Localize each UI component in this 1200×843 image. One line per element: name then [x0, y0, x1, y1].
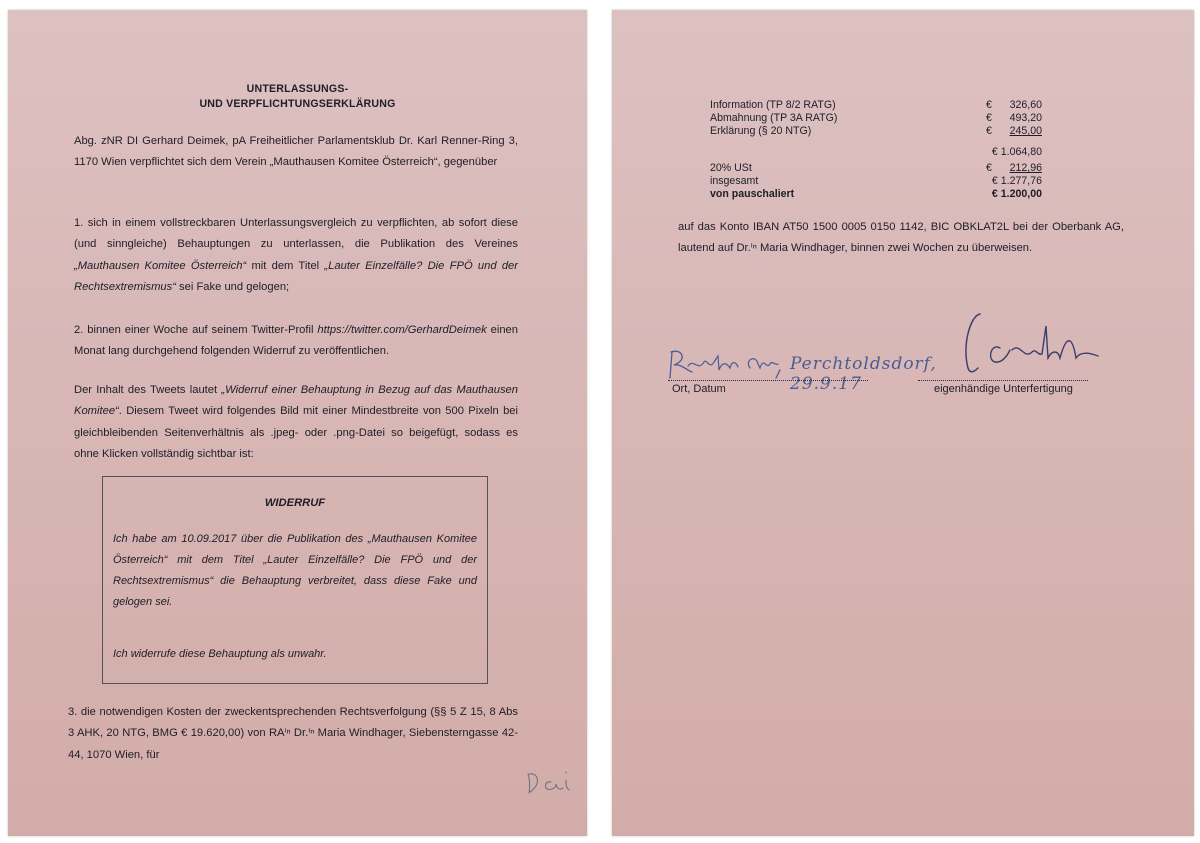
item-1-paragraph — [74, 213, 518, 299]
twitter-url: https://twitter.com/GerhardDeimek — [317, 324, 487, 336]
cost-currency: € — [986, 125, 992, 137]
place-date-caption: Ort, Datum — [672, 383, 726, 395]
item-3-paragraph: 3. die notwendigen Kosten der zweckentsprechenden Rechtsverfolgung (§§ 5 Z 15, 8 Abs 3 AHK, 20 NTG, BMG € 19.620,00) von RAⁱⁿ Dr.ⁱⁿ Maria Windhager, Siebensterngasse 42-44, 1070 Wien, für — [68, 706, 518, 761]
signature-caption: eigenhändige Unterfertigung — [934, 383, 1073, 395]
ust-row — [710, 162, 1042, 175]
cost-row — [710, 112, 1042, 125]
left-document-page — [8, 10, 587, 836]
total-label: insgesamt — [710, 175, 759, 187]
cost-value: 326,60 — [1009, 99, 1042, 111]
total-value: € 1.277,76 — [991, 175, 1042, 187]
transfer-paragraph: auf das Konto IBAN AT50 1500 0005 0150 1142, BIC OBKLAT2L bei der Oberbank AG, lautend auf Dr.ⁱⁿ Maria Windhager, binnen zwei Wochen zu überweisen. — [678, 221, 1124, 255]
item-1-text-b: mit dem Titel — [246, 259, 325, 272]
cost-row — [710, 99, 1042, 112]
flat-fee-row — [710, 188, 1042, 201]
item-1-text-a: 1. sich in einem vollstreckbaren Unterlassungsvergleich zu verpflichten, ab sofort diese (und sinngleiche) Behauptungen zu unterlassen, die Publikation des Vereines — [74, 217, 518, 251]
right-document-page — [612, 10, 1194, 836]
flat-fee-value: € 1.200,00 — [991, 188, 1042, 200]
cost-currency: € — [986, 99, 992, 111]
widerruf-box — [102, 476, 488, 684]
handwritten-initials — [524, 766, 572, 801]
cost-value: 245,00 — [1009, 125, 1042, 137]
cost-label: Erklärung (§ 20 NTG) — [710, 125, 812, 137]
cost-currency: € — [986, 112, 992, 124]
tweet-paragraph — [74, 380, 518, 466]
item-1-association-name: „Mauthausen Komitee Österreich“ — [74, 259, 247, 272]
item-1-publication-title: „Lauter Einzelfälle? Die FPÖ und der Rechtsextremismus“ — [74, 259, 518, 294]
signature-drawing — [948, 306, 1108, 382]
widerruf-text: Ich habe am 10.09.2017 über die Publikation des „Mauthausen Komitee Österreich“ mit dem Titel „Lauter Einzelfälle? Die FPÖ und der Rechtsextremismus“ die Behauptung verbreitet, dass diese Fake und gelogen sei. — [113, 533, 477, 608]
item-2-text-b: einen Monat lang durchgehend folgenden Widerruf zu veröffentlichen. — [74, 324, 519, 358]
item-2-text-a: 2. binnen einer Woche auf seinem Twitter-Profil — [74, 324, 318, 336]
item-1-text-c: sei Fake und gelogen; — [175, 281, 290, 294]
cost-value: 493,20 — [1009, 112, 1042, 124]
total-row — [710, 175, 1042, 188]
item-2-paragraph — [74, 320, 518, 363]
ust-value: 212,96 — [1009, 162, 1042, 174]
place-date-line — [668, 380, 868, 381]
cost-label: Information (TP 8/2 RATG) — [710, 99, 836, 111]
ust-currency: € — [986, 162, 992, 174]
subtotal-row — [710, 146, 1042, 159]
tweet-title: „Widerruf einer Behauptung in Bezug auf das Mauthausen Komitee“ — [74, 384, 518, 418]
signature-line — [918, 380, 1088, 381]
title-line-2: UND VERPFLICHTUNGSERKLÄRUNG — [199, 98, 396, 110]
cost-label: Abmahnung (TP 3A RATG) — [710, 112, 838, 124]
flat-fee-label: von pauschaliert — [710, 188, 795, 200]
tweet-text-b: . Diesem Tweet wird folgendes Bild mit einer Mindestbreite von 500 Pixeln bei gleichbleibenden Seitenverhältnis als .jpeg- oder .png-Datei so beigefügt, sodass es ohne Klicken vollständig sichtbar ist: — [74, 405, 518, 461]
subtotal-value: € 1.064,80 — [991, 146, 1042, 158]
tweet-text-a: Der Inhalt des Tweets lautet — [74, 384, 222, 396]
ust-label: 20% USt — [710, 162, 752, 174]
handwritten-date-text: Perchtoldsdorf, 29.9.17 — [790, 354, 937, 394]
handwritten-signature — [948, 306, 1108, 387]
title-line-1: UNTERLASSUNGS- — [246, 83, 349, 95]
handwritten-initials-drawing — [524, 766, 572, 796]
widerruf-revoke-text: Ich widerrufe diese Behauptung als unwahr. — [113, 648, 327, 660]
intro-paragraph: Abg. zNR DI Gerhard Deimek, pA Freiheitlicher Parlamentsklub Dr. Karl Renner-Ring 3, 1170 Wien verpflichtet sich dem Verein „Mauthausen Komitee Österreich“, gegenüber — [74, 135, 518, 169]
cost-row — [710, 125, 1042, 138]
widerruf-heading: WIDERRUF — [264, 497, 326, 509]
